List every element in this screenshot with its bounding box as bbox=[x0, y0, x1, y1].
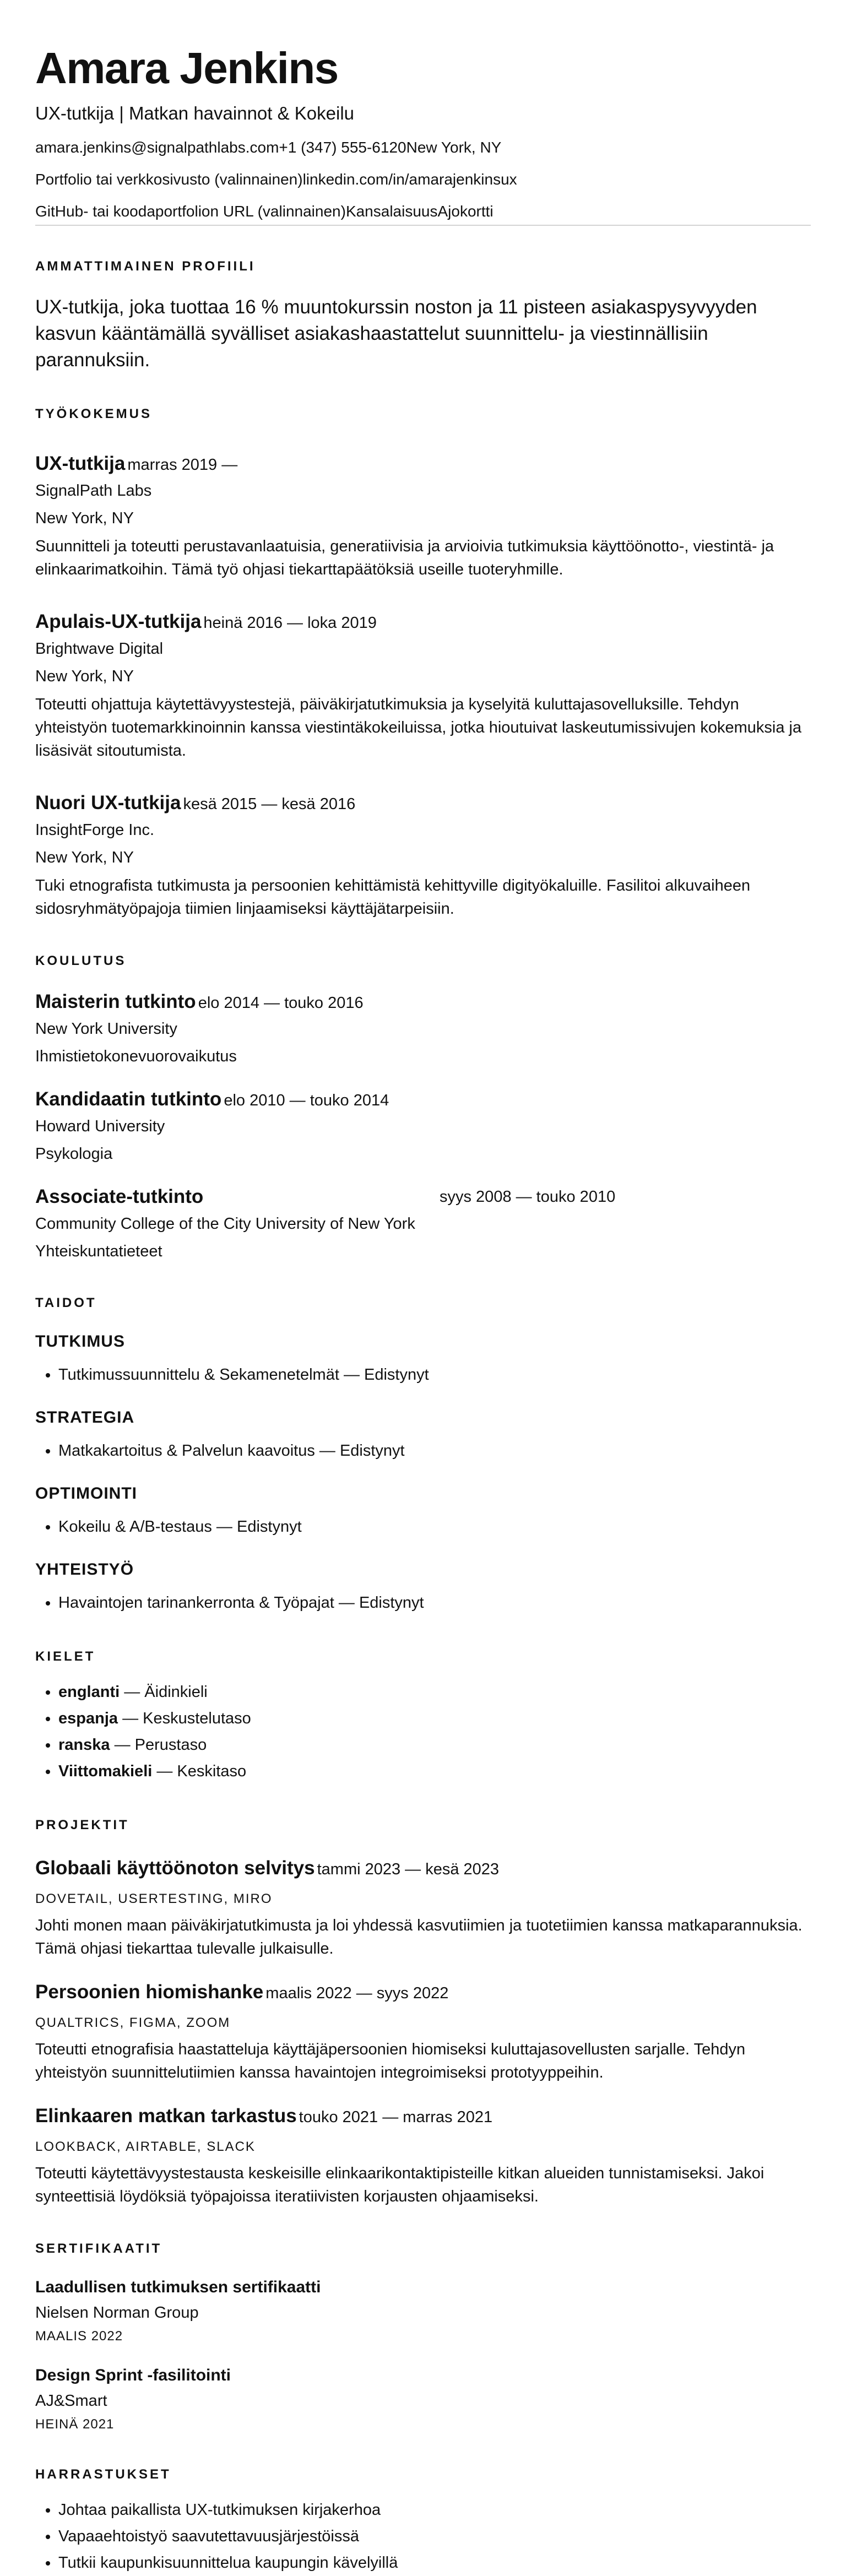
skill-category: STRATEGIA bbox=[35, 1408, 135, 1427]
project-name: Persoonien hiomishanke bbox=[35, 1981, 264, 2003]
section-title-experience: TYÖKOKEMUS bbox=[35, 406, 153, 421]
job-title: Nuori UX-tutkija bbox=[35, 792, 181, 814]
contact-line-3 bbox=[35, 202, 811, 221]
job-description: Tuki etnografista tutkimusta ja persoonien kehittämistä kehittyville digityökaluille. Fasilitoi alkuvaiheen sidosryhmätyöpajoja tiimien linjaamiseksi käyttäjätarpeisiin. bbox=[35, 877, 751, 918]
degree-dates: syys 2008 — touko 2010 bbox=[440, 1188, 616, 1206]
job-location: New York, NY bbox=[35, 668, 134, 685]
job-title: UX-tutkija bbox=[35, 453, 126, 474]
language-name: espanja bbox=[58, 1710, 118, 1727]
project-tech: QUALTRICS, FIGMA, ZOOM bbox=[35, 2015, 231, 2030]
skill-category: YHTEISTYÖ bbox=[35, 1560, 134, 1579]
project-entry bbox=[35, 1856, 811, 1960]
section-title-projects: PROJEKTIT bbox=[35, 1818, 129, 1832]
language-item bbox=[58, 1679, 811, 1705]
education-entry bbox=[35, 990, 811, 1067]
school-name: New York University bbox=[35, 1020, 177, 1038]
job-description: Toteutti ohjattuja käytettävyystestejä, päiväkirjatutkimuksia ja kyselyitä kuluttajasovelluksille. Tehdyn yhteistyön tuotemarkkinoinnin kanssa viestintäkokeiluissa, jotka hioutuivat laskeutumissivujen kokemuksia ja lisäsivät sitoutumista. bbox=[35, 696, 802, 760]
language-item bbox=[58, 1758, 811, 1785]
section-title-certifications: SERTIFIKAATIT bbox=[35, 2241, 162, 2256]
certifications-section bbox=[35, 2240, 811, 2434]
project-description: Toteutti käytettävyystestausta keskeisille elinkaarikontaktipisteille kitkan alueiden tunnistamiseksi. Jakoi synteettisiä löydöksiä työpajoissa iteratiivisten korjausten ohjaamiseksi. bbox=[35, 2165, 764, 2205]
school-name: Howard University bbox=[35, 1118, 165, 1135]
experience-section bbox=[35, 405, 811, 920]
degree-title: Kandidaatin tutkinto bbox=[35, 1088, 222, 1110]
language-level: — Perustaso bbox=[114, 1736, 207, 1754]
project-dates: tammi 2023 — kesä 2023 bbox=[317, 1861, 500, 1878]
certification-date: MAALIS 2022 bbox=[35, 2329, 123, 2344]
certification-date: HEINÄ 2021 bbox=[35, 2417, 115, 2432]
study-field: Yhteiskuntatieteet bbox=[35, 1243, 162, 1260]
skill-list bbox=[35, 1590, 811, 1616]
degree-title: Maisterin tutkinto bbox=[35, 991, 196, 1012]
certification-issuer: Nielsen Norman Group bbox=[35, 2304, 199, 2322]
education-entry bbox=[35, 1185, 811, 1262]
profile-summary: UX-tutkija, joka tuottaa 16 % muuntokurssin noston ja 11 pisteen asiakaspysyvyyden kasvun kääntämällä syvälliset asiakashaastattelut suunnittelu- ja viestinnällisiin parannuksiin. bbox=[35, 296, 757, 371]
certification-entry bbox=[35, 2276, 811, 2346]
project-entry bbox=[35, 2104, 811, 2208]
job-company: SignalPath Labs bbox=[35, 482, 152, 500]
language-name: ranska bbox=[58, 1736, 110, 1754]
language-level: — Äidinkieli bbox=[124, 1683, 208, 1701]
hobby-list bbox=[35, 2497, 811, 2576]
certification-entry bbox=[35, 2365, 811, 2434]
skill-category: OPTIMOINTI bbox=[35, 1484, 137, 1503]
job-company: InsightForge Inc. bbox=[35, 821, 154, 839]
job-dates: heinä 2016 — loka 2019 bbox=[203, 614, 377, 632]
projects-section bbox=[35, 1816, 811, 2208]
degree-dates: elo 2014 — touko 2016 bbox=[198, 994, 364, 1012]
experience-entry bbox=[35, 610, 811, 762]
certification-issuer: AJ&Smart bbox=[35, 2392, 107, 2410]
certification-name: Laadullisen tutkimuksen sertifikaatti bbox=[35, 2278, 321, 2296]
language-item bbox=[58, 1705, 811, 1732]
language-level: — Keskustelutaso bbox=[122, 1710, 251, 1727]
hobby-item: • Vapaaehtoistyö saavutettavuusjärjestöissä bbox=[58, 2523, 811, 2550]
experience-entry bbox=[35, 791, 811, 920]
skill-item: • Matkakartoitus & Palvelun kaavoitus — Edistynyt bbox=[58, 1438, 811, 1464]
language-list bbox=[35, 1679, 811, 1785]
job-dates: marras 2019 — bbox=[127, 456, 238, 474]
skill-item: • Tutkimussuunnittelu & Sekamenetelmät — Edistynyt bbox=[58, 1362, 811, 1388]
contact-phone[interactable]: +1 (347) 555-6120 bbox=[279, 139, 406, 156]
hobbies-section bbox=[35, 2466, 811, 2576]
study-field: Ihmistietokonevuorovaikutus bbox=[35, 1048, 237, 1065]
header-divider bbox=[35, 225, 811, 226]
hobby-item: • Tutkii kaupunkisuunnittelua kaupungin kävelyillä bbox=[58, 2550, 811, 2576]
experience-entry bbox=[35, 452, 811, 581]
skill-item: • Havaintojen tarinankerronta & Työpajat — Edistynyt bbox=[58, 1590, 811, 1616]
project-description: Johti monen maan päiväkirjatutkimusta ja loi yhdessä kasvutiimien ja tuotetiimien kanssa matkaparannuksia. Tämä ohjasi tiekarttaa tulevalle julkaisulle. bbox=[35, 1917, 802, 1957]
contact-drivers-license: Ajokortti bbox=[437, 203, 494, 220]
skill-item: • Kokeilu & A/B-testaus — Edistynyt bbox=[58, 1514, 811, 1540]
study-field: Psykologia bbox=[35, 1145, 113, 1163]
section-title-profile: AMMATTIMAINEN PROFIILI bbox=[35, 259, 256, 274]
section-title-languages: KIELET bbox=[35, 1649, 96, 1664]
skill-list bbox=[35, 1362, 811, 1388]
job-description: Suunnitteli ja toteutti perustavanlaatuisia, generatiivisia ja arvioivia tutkimuksia käyttöönotto-, viestintä- ja elinkaarimatkoihin. Tämä työ ohjasi tiekarttapäätöksiä useille tuoteryhmille. bbox=[35, 538, 774, 578]
skill-list bbox=[35, 1438, 811, 1464]
candidate-name: Amara Jenkins bbox=[35, 44, 338, 93]
language-name: englanti bbox=[58, 1683, 120, 1701]
project-tech: DOVETAIL, USERTESTING, MIRO bbox=[35, 1891, 273, 1906]
job-company: Brightwave Digital bbox=[35, 640, 164, 658]
hobby-item: • Johtaa paikallista UX-tutkimuksen kirjakerhoa bbox=[58, 2497, 811, 2523]
section-title-skills: TAIDOT bbox=[35, 1295, 97, 1310]
contact-line-1 bbox=[35, 138, 811, 158]
job-dates: kesä 2015 — kesä 2016 bbox=[183, 795, 356, 813]
skill-category: TUTKIMUS bbox=[35, 1332, 125, 1351]
language-item bbox=[58, 1732, 811, 1758]
project-dates: touko 2021 — marras 2021 bbox=[299, 2108, 493, 2126]
contact-email[interactable]: amara.jenkins@signalpathlabs.com bbox=[35, 139, 279, 156]
resume-header bbox=[35, 43, 811, 226]
skill-list bbox=[35, 1514, 811, 1540]
job-location: New York, NY bbox=[35, 509, 134, 527]
skills-section bbox=[35, 1294, 811, 1616]
certification-name: Design Sprint -fasilitointi bbox=[35, 2366, 231, 2384]
candidate-headline: UX-tutkija | Matkan havainnot & Kokeilu bbox=[35, 103, 355, 123]
job-title: Apulais-UX-tutkija bbox=[35, 611, 202, 632]
project-tech: LOOKBACK, AIRTABLE, SLACK bbox=[35, 2139, 256, 2154]
degree-dates: elo 2010 — touko 2014 bbox=[224, 1092, 389, 1109]
project-name: Globaali käyttöönoton selvitys bbox=[35, 1857, 315, 1879]
contact-github[interactable]: GitHub- tai koodaportfolion URL (valinnainen) bbox=[35, 203, 346, 220]
profile-section bbox=[35, 258, 811, 373]
project-name: Elinkaaren matkan tarkastus bbox=[35, 2105, 297, 2127]
school-name: Community College of the City University of New York bbox=[35, 1215, 415, 1233]
job-location: New York, NY bbox=[35, 849, 134, 866]
contact-linkedin[interactable]: linkedin.com/in/amarajenkinsux bbox=[302, 171, 517, 188]
education-section bbox=[35, 952, 811, 1262]
contact-location: New York, NY bbox=[406, 139, 502, 156]
degree-title: Associate-tutkinto bbox=[35, 1186, 204, 1207]
languages-section bbox=[35, 1648, 811, 1785]
contact-nationality: Kansalaisuus bbox=[345, 203, 438, 220]
education-entry bbox=[35, 1087, 811, 1165]
project-description: Toteutti etnografisia haastatteluja käyttäjäpersoonien hiomiseksi kuluttajasovellusten sarjalle. Tehdyn yhteistyön suunnittelutiimien kanssa havaintojen integroimiseksi prototyyppeihin. bbox=[35, 2041, 746, 2081]
section-title-hobbies: HARRASTUKSET bbox=[35, 2467, 171, 2482]
contact-line-2 bbox=[35, 170, 811, 189]
section-title-education: KOULUTUS bbox=[35, 953, 127, 968]
language-name: Viittomakieli bbox=[58, 1762, 153, 1780]
contact-portfolio[interactable]: Portfolio tai verkkosivusto (valinnainen) bbox=[35, 171, 303, 188]
project-dates: maalis 2022 — syys 2022 bbox=[265, 1984, 449, 2002]
project-entry bbox=[35, 1980, 811, 2084]
language-level: — Keskitaso bbox=[156, 1762, 247, 1780]
